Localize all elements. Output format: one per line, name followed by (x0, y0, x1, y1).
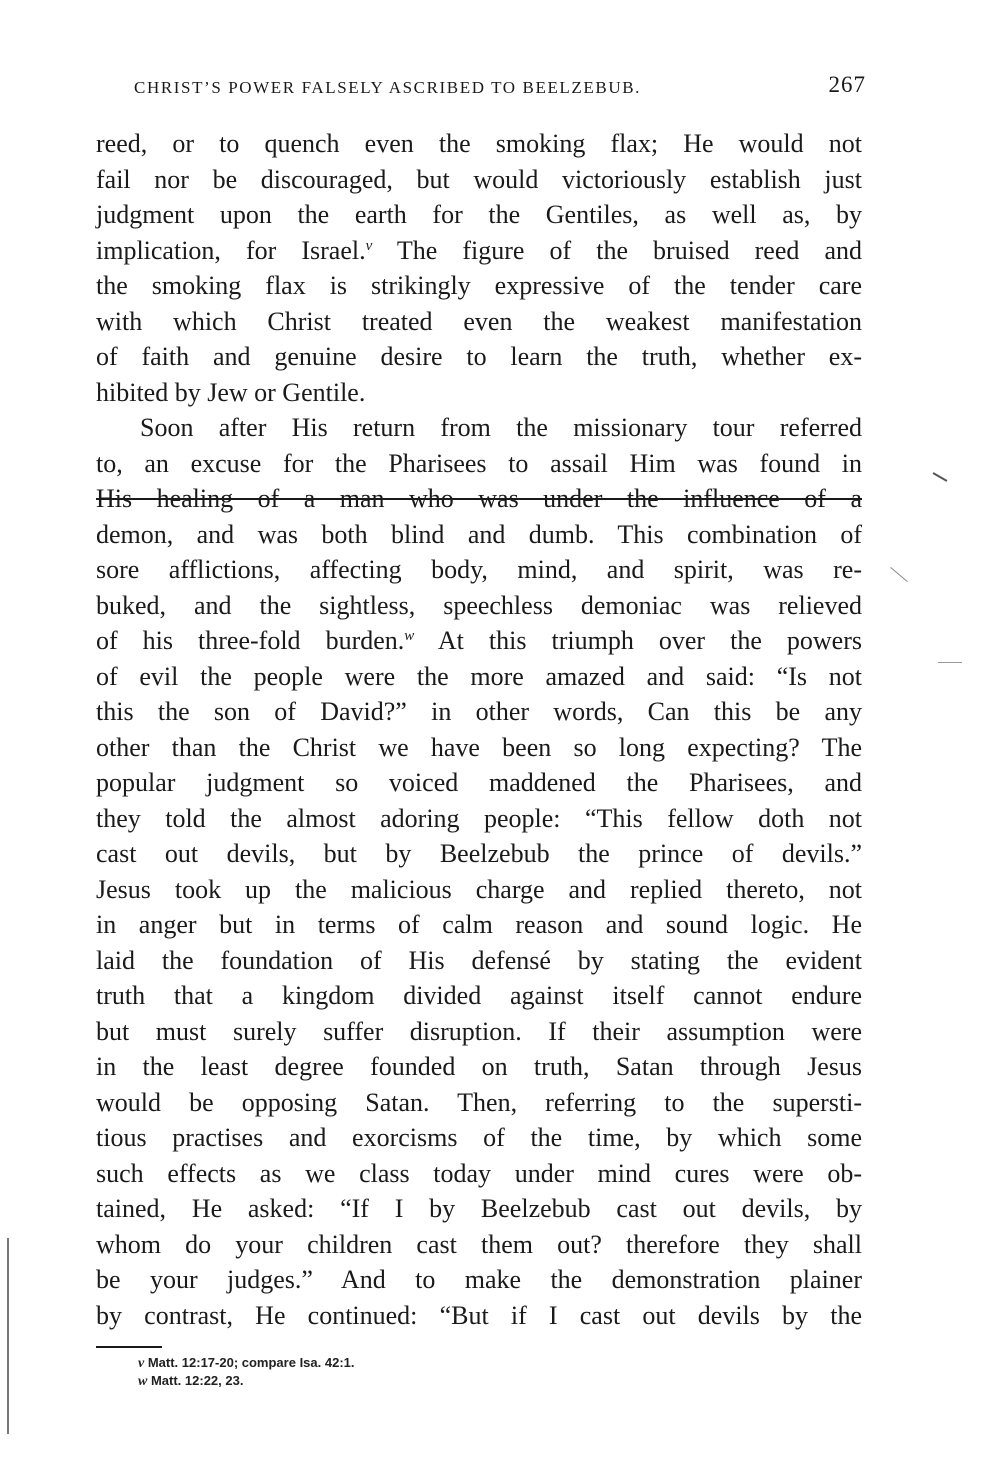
page-number: 267 (828, 72, 866, 97)
footnote-ref-w: w (404, 628, 415, 644)
text-line: tained, He asked: “If I by Beelzebub cast out devils, by (96, 1194, 862, 1223)
footnotes (138, 1354, 538, 1390)
text-line (96, 233, 862, 269)
text-line: of faith and genuine desire to learn the truth, whether ex- (96, 342, 862, 371)
text-line: would be opposing Satan. Then, referring to the supersti- (96, 1087, 862, 1117)
text-fragment: of his three-fold burden. (96, 626, 405, 655)
footnote-letter: w (138, 1374, 148, 1389)
footnote-v (138, 1354, 538, 1372)
text-line: of evil the people were the more amazed and said: “Is not (96, 661, 862, 691)
text-line: buked, and the sightless, speechless demoniac was relieved (96, 590, 862, 620)
running-title: CHRIST’S POWER FALSELY ASCRIBED TO BEELZEBUB. (134, 78, 641, 97)
text-fragment: At this triumph over the powers (437, 626, 862, 655)
text-line: hibited by Jew or Gentile. (96, 377, 366, 407)
text-line: the smoking flax is strikingly expressive of the tender care (96, 271, 862, 300)
text-line: they told the almost adoring people: “This fellow doth not (96, 803, 862, 833)
text-line: with which Christ treated even the weakest manifestation (96, 306, 862, 336)
text-line: whom do your children cast them out? therefore they shall (96, 1229, 862, 1259)
text-line: His healing of a man who was under the influence of a (96, 484, 862, 513)
text-line: such effects as we class today under mind cures were ob- (96, 1158, 862, 1188)
footnote-rule (96, 1346, 162, 1348)
text-line: other than the Christ we have been so long expecting? The (96, 732, 862, 762)
footnote-text: Matt. 12:22, 23. (150, 1373, 244, 1388)
text-line (96, 623, 862, 659)
footnote-letter: v (138, 1356, 145, 1371)
scan-mark (7, 1238, 9, 1434)
footnote-text: Matt. 12:17-20; compare Isa. 42:1. (147, 1355, 355, 1370)
text-line: fail nor be discouraged, but would victoriously establish just (96, 164, 862, 194)
text-fragment: The figure of the bruised reed and (396, 235, 862, 265)
text-line: to, an excuse for the Pharisees to assail Him was found in (96, 448, 862, 478)
text-line: reed, or to quench even the smoking flax; He would not (96, 129, 862, 158)
text-line: sore afflictions, affecting body, mind, and spirit, was re- (96, 555, 862, 584)
text-line: this the son of David?” in other words, Can this be any (96, 697, 862, 726)
text-line: demon, and was both blind and dumb. This combination of (96, 519, 862, 549)
text-line: cast out devils, but by Beelzebub the prince of devils.” (96, 839, 862, 868)
scan-mark (933, 472, 948, 482)
text-line: by contrast, He continued: “But if I cast out devils by the (96, 1300, 862, 1330)
body-text (96, 126, 862, 1333)
text-line: Soon after His return from the missionary tour referred (140, 413, 862, 442)
scan-mark (890, 567, 907, 582)
text-line: in anger but in terms of calm reason and sound logic. He (96, 910, 862, 939)
text-line: but must surely suffer disruption. If their assumption were (96, 1016, 862, 1046)
text-line: tious practises and exorcisms of the time, by which some (96, 1123, 862, 1152)
text-line: laid the foundation of His defensé by stating the evident (96, 945, 862, 975)
text-line: be your judges.” And to make the demonstration plainer (96, 1265, 862, 1294)
footnote-ref-v: v (365, 237, 373, 254)
text-line: popular judgment so voiced maddened the Pharisees, and (96, 768, 862, 797)
text-line: truth that a kingdom divided against itself cannot endure (96, 981, 862, 1010)
text-fragment: implication, for Israel. (96, 235, 366, 265)
running-header (96, 68, 866, 108)
text-line: judgment upon the earth for the Gentiles, as well as, by (96, 200, 862, 229)
text-line: in the least degree founded on truth, Satan through Jesus (96, 1052, 862, 1081)
text-line: Jesus took up the malicious charge and replied thereto, not (96, 874, 862, 904)
scan-mark (938, 662, 962, 663)
footnote-w (138, 1372, 538, 1390)
